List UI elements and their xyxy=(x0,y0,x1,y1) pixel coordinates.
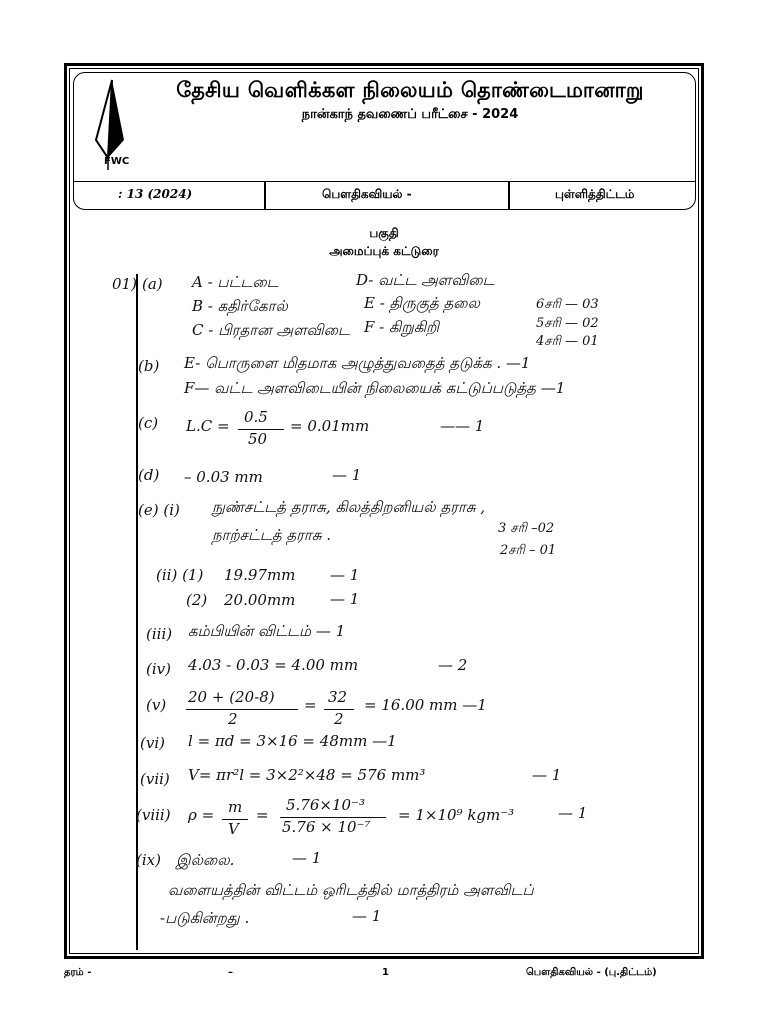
fraction-denominator: 2 xyxy=(228,710,238,728)
answer-d: – 0.03 mm xyxy=(184,468,263,486)
mark-note: — 1 xyxy=(330,566,360,584)
subject-cell: பௌதிகவியல் - xyxy=(322,187,412,201)
answer-c-result: = 0.01mm xyxy=(290,417,370,435)
institution-title: தேசிய வெளிக்கள நிலையம் தொண்டைமானாறு xyxy=(176,78,644,102)
mark-note: — 1 xyxy=(352,907,382,925)
marking-scheme-cell: புள்ளித்திட்டம் xyxy=(555,187,635,201)
footer-grade: தரம் - xyxy=(64,967,92,978)
part-d-label: (d) xyxy=(138,466,160,484)
section-name: அமைப்புக் கட்டுரை xyxy=(329,244,439,258)
fraction-denominator: 2 xyxy=(334,710,344,728)
part-e-ii-label: (ii) (1) xyxy=(156,566,204,584)
logo-text: FWC xyxy=(104,156,130,167)
part-c-label: (c) xyxy=(138,414,159,432)
info-separator xyxy=(508,181,510,210)
question-number: 01) xyxy=(112,275,137,293)
part-e-ii-2-label: (2) xyxy=(186,591,208,609)
part-e-iii-label: (iii) xyxy=(146,625,173,643)
exam-subtitle: நான்காந் தவணைப் பரீட்சை - 2024 xyxy=(301,107,519,122)
part-b-label: (b) xyxy=(138,357,160,375)
part-e-label: (e) (i) xyxy=(138,501,180,519)
formula-lc: L.C = xyxy=(186,417,230,435)
fraction-denominator: 50 xyxy=(248,430,268,448)
footer-dash: – xyxy=(228,967,233,978)
mark-note: — 1 xyxy=(332,466,362,484)
fraction-numerator: 0.5 xyxy=(244,408,268,426)
answer-a-B: B - கதிர்கோல் xyxy=(192,297,288,315)
answer-e-vi: l = πd = 3×16 = 48mm —1 xyxy=(188,732,397,750)
mark-note: — 1 xyxy=(532,766,562,784)
part-e-viii-label: (viii) xyxy=(136,806,171,824)
answer-a-D: D- வட்ட அளவிடை xyxy=(356,271,495,289)
density-symbol: ρ = xyxy=(188,806,215,824)
info-separator xyxy=(264,181,266,210)
fraction-numerator: m xyxy=(228,798,243,816)
part-label: பகுதி xyxy=(369,226,399,240)
part-e-vii-label: (vii) xyxy=(140,770,170,788)
answer-e-iv: 4.03 - 0.03 = 4.00 mm xyxy=(188,656,359,674)
answer-b-2: F— வட்ட அளவிடையின் நிலையைக் கட்டுப்படுத்த —1 xyxy=(184,379,566,397)
mark-note: 2சரி – 01 xyxy=(500,543,557,558)
part-e-v-label: (v) xyxy=(146,696,167,714)
fraction-denominator: V xyxy=(228,820,239,838)
fraction-numerator: 32 xyxy=(328,688,348,706)
answer-e-ii-2: 20.00mm xyxy=(224,591,296,609)
answer-b-1: E- பொருளை மிதமாக அழுத்துவதைத் தடுக்க . —1 xyxy=(184,354,531,372)
answer-e-viii-result: = 1×10⁹ kgm⁻³ xyxy=(398,806,515,824)
answer-e-vii: V= πr²l = 3×2²×48 = 576 mm³ xyxy=(188,766,426,784)
mark-note: — 1 xyxy=(292,849,322,867)
answer-e-ii-1: 19.97mm xyxy=(224,566,296,584)
mark-note: 3 சரி –02 xyxy=(498,521,555,536)
part-e-ix-label: (ix) xyxy=(136,851,161,869)
part-e-iv-label: (iv) xyxy=(146,660,171,678)
page-number: 1 xyxy=(382,967,389,978)
fraction-bar xyxy=(186,709,298,710)
part-a-label: (a) xyxy=(142,275,163,293)
footer-subject: பௌதிகவியல் - (பு.திட்டம்) xyxy=(526,967,657,978)
equals-sign: = xyxy=(256,806,269,824)
answer-e-v-result: = 16.00 mm —1 xyxy=(364,696,487,714)
fraction-denominator: 5.76 × 10⁻⁷ xyxy=(282,818,371,836)
answer-a-F: F - கிறுகிறி xyxy=(364,318,440,336)
answer-a-E: E - திருகுத் தலை xyxy=(364,294,480,312)
answer-e-i-2: நாற்சட்டத் தராசு . xyxy=(212,526,332,544)
answer-e-ix-3: -படுகின்றது . xyxy=(160,909,250,927)
mark-note: — 1 xyxy=(330,590,360,608)
answer-a-A: A - பட்டடை xyxy=(192,273,279,291)
mark-note: —— 1 xyxy=(440,417,485,435)
answer-a-C: C - பிரதான அளவிடை xyxy=(192,321,350,339)
mark-note: 6சரி — 03 xyxy=(536,297,599,312)
fraction-numerator: 5.76×10⁻³ xyxy=(286,796,365,814)
answer-e-ix: இல்லை. xyxy=(176,851,235,869)
fraction-numerator: 20 + (20-8) xyxy=(188,688,275,706)
mark-note: 4சரி — 01 xyxy=(536,334,599,349)
answer-e-ix-2: வளையத்தின் விட்டம் ஒரிடத்தில் மாத்திரம் அளவிடப் xyxy=(168,881,534,899)
answer-e-i-1: நுண்சட்டத் தராசு, கிலத்திறனியல் தராசு , xyxy=(212,498,486,516)
mark-note: — 2 xyxy=(438,656,468,674)
grade-cell: : 13 (2024) xyxy=(118,187,193,201)
mark-note: — 1 xyxy=(558,804,588,822)
margin-line xyxy=(136,274,138,950)
part-e-vi-label: (vi) xyxy=(140,734,165,752)
answer-e-iii: கம்பியின் விட்டம் — 1 xyxy=(188,622,346,640)
equals-sign: = xyxy=(304,696,317,714)
mark-note: 5சரி — 02 xyxy=(536,316,599,331)
